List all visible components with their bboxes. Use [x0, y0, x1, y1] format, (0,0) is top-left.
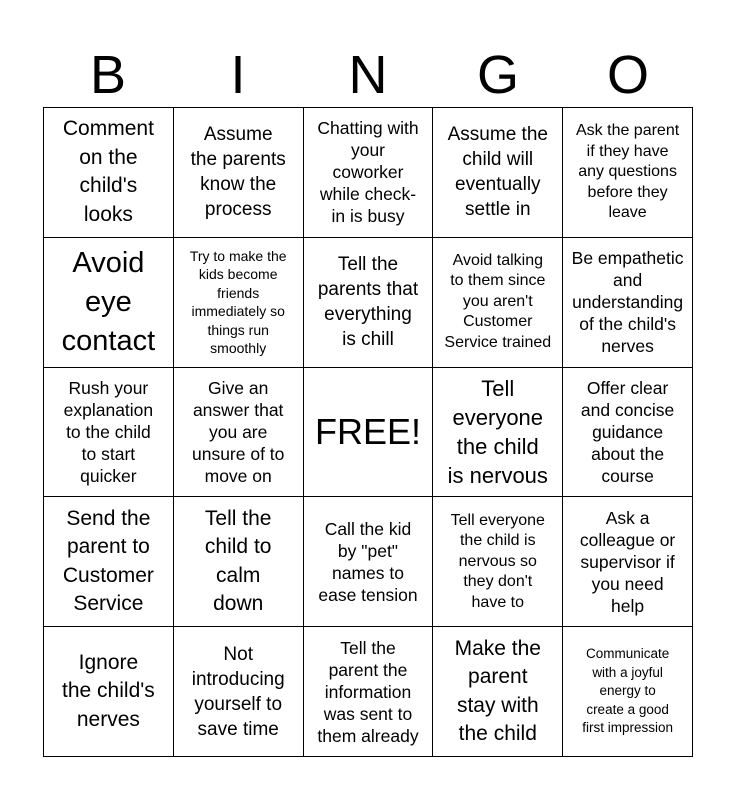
bingo-cell[interactable]: Rush your explanation to the child to start quicker — [44, 368, 174, 498]
bingo-cell[interactable]: Avoid talking to them since you aren't Customer Service trained — [433, 238, 563, 368]
bingo-cell[interactable]: Ask the parent if they have any questions before they leave — [563, 108, 693, 238]
bingo-cell[interactable]: Call the kid by "pet" names to ease tension — [304, 497, 434, 627]
bingo-cell[interactable]: Make the parent stay with the child — [433, 627, 563, 757]
bingo-grid — [43, 107, 693, 757]
header-letter-n: N — [348, 45, 388, 105]
bingo-header — [43, 44, 693, 106]
bingo-cell[interactable]: Tell everyone the child is nervous — [433, 368, 563, 498]
bingo-cell[interactable]: Tell the parents that everything is chill — [304, 238, 434, 368]
bingo-cell[interactable]: Comment on the child's looks — [44, 108, 174, 238]
bingo-cell[interactable]: Ignore the child's nerves — [44, 627, 174, 757]
bingo-cell[interactable]: Assume the parents know the process — [174, 108, 304, 238]
bingo-cell[interactable]: Not introducing yourself to save time — [174, 627, 304, 757]
bingo-cell[interactable]: Be empathetic and understanding of the child's nerves — [563, 238, 693, 368]
bingo-cell[interactable]: Assume the child will eventually settle in — [433, 108, 563, 238]
header-letter-o: O — [606, 45, 649, 105]
bingo-cell[interactable]: Ask a colleague or supervisor if you need help — [563, 497, 693, 627]
header-letter-i: I — [230, 45, 246, 105]
bingo-cell[interactable]: Chatting with your coworker while check- in is busy — [304, 108, 434, 238]
bingo-cell[interactable]: Try to make the kids become friends immediately so things run smoothly — [174, 238, 304, 368]
header-letter-g: G — [476, 45, 519, 105]
bingo-cell[interactable]: Give an answer that you are unsure of to move on — [174, 368, 304, 498]
bingo-cell[interactable]: Tell the parent the information was sent to them already — [304, 627, 434, 757]
bingo-cell[interactable]: Tell the child to calm down — [174, 497, 304, 627]
bingo-cell[interactable]: Offer clear and concise guidance about the course — [563, 368, 693, 498]
bingo-cell[interactable]: Send the parent to Customer Service — [44, 497, 174, 627]
bingo-cell[interactable]: Tell everyone the child is nervous so they don't have to — [433, 497, 563, 627]
header-letter-b: B — [89, 45, 127, 105]
free-space-cell[interactable]: FREE! — [304, 368, 434, 498]
bingo-cell[interactable]: Communicate with a joyful energy to create a good first impression — [563, 627, 693, 757]
bingo-cell[interactable]: Avoid eye contact — [44, 238, 174, 368]
